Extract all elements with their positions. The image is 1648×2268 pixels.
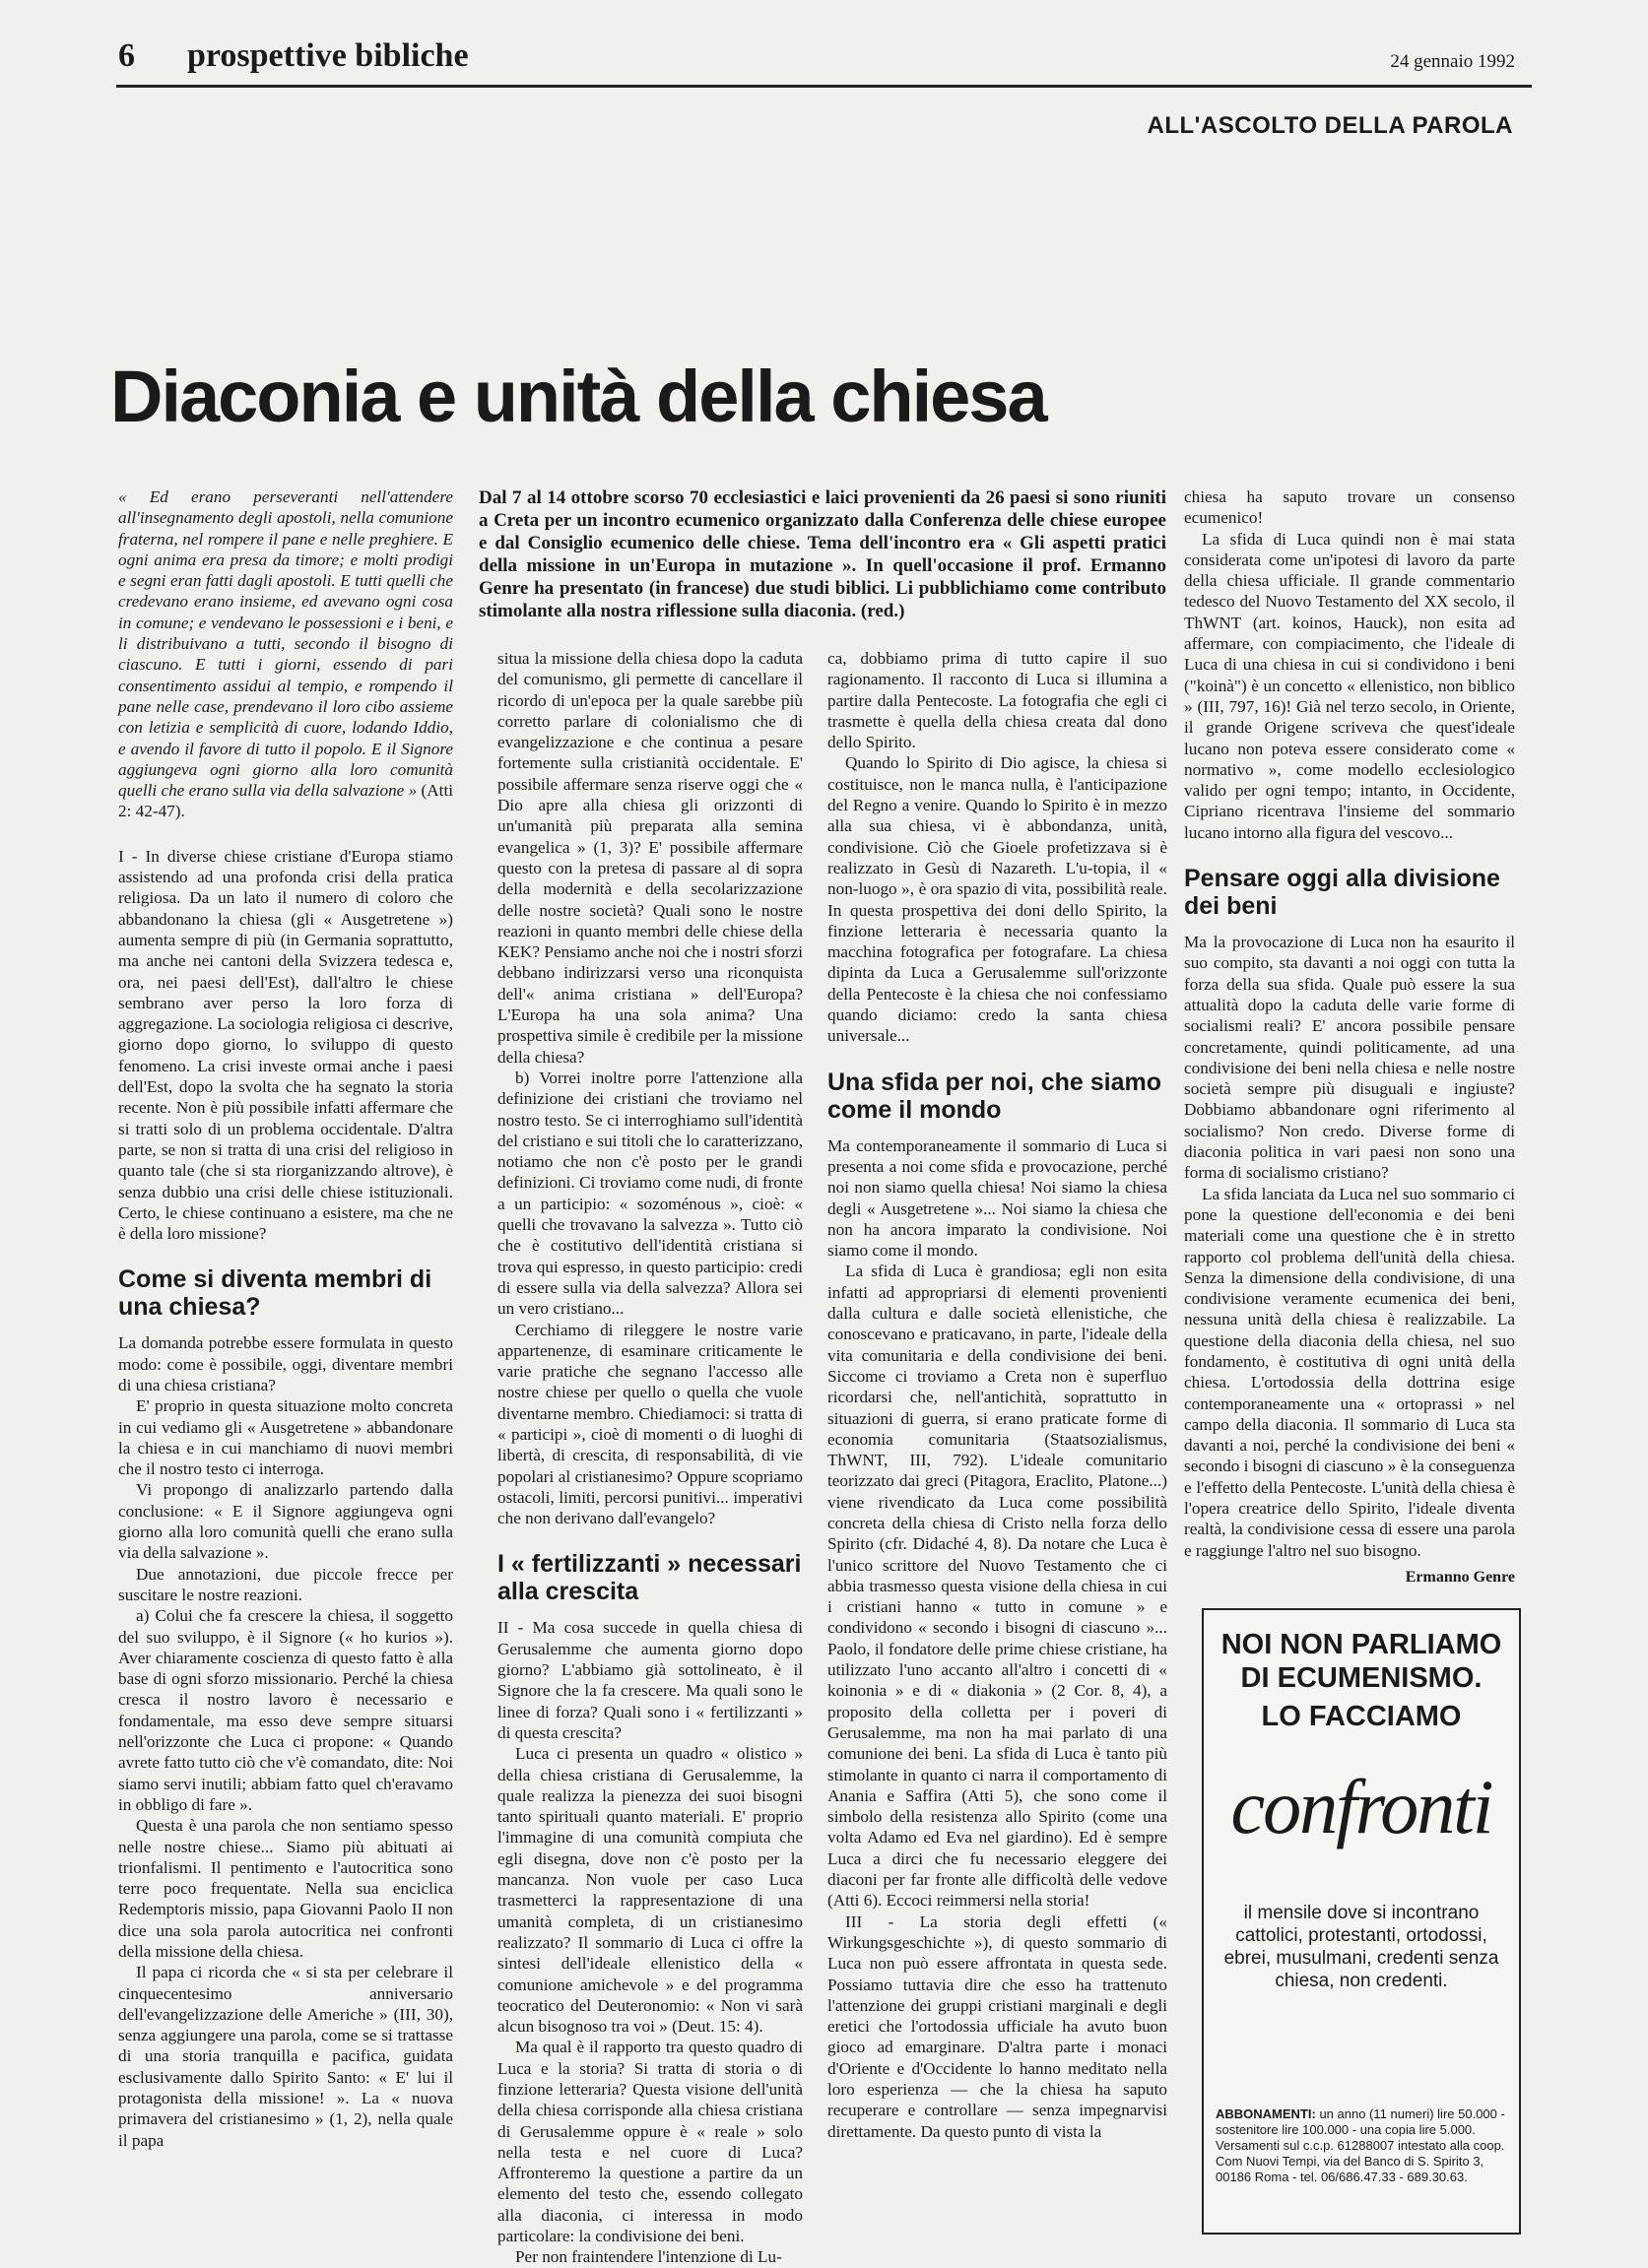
subheading: Pensare oggi alla divisione dei beni (1184, 865, 1500, 921)
subscription-text: un anno (11 numeri) lire 50.000 - sostenitore lire 100.000 - una copia lire 5.000. Versamenti sul c.c.p. 61288007 intestato alla coop. Com Nuovi Tempi, via del Banco di S. Spirito 3, 00186 Roma - tel. 06/686.47.33 - 689.30.63. (1216, 2106, 1505, 2184)
paragraph: Luca ci presenta un quadro « olistico » della chiesa cristiana di Gerusalemme, la quale realizza la pienezza dei suoi bisogni tanto spirituali quanto materiali. E' proprio l'immagine di una comunità compiuta che egli disegna, dove non c'è posto per la mancanza. Non vuole per caso Luca trasmetterci la rappresentazione di una umanità completa, di un cristianesimo realizzato? Il sommario di Luca ci offre la sintesi dell'ideale ellenistico della « comunione amichevole » e del programma teocratico del Deuteronomio: « Non vi sarà alcun bisognoso tra voi » (Deut. 15: 4). (497, 1744, 803, 2037)
paragraph: La sfida di Luca quindi non è mai stata considerata come un'ipotesi di lavoro da parte della chiesa ufficiale. Il grande commentario tedesco del Nuovo Testamento del XX secolo, il ThWNT (art. koinos, Hauck), non esita ad affermare, con compiacimento, che l'ideale di Luca di una chiesa in cui si condividono i beni ("koinà") è un concetto « ellenistico, non biblico » (III, 797, 16)! Già nel terzo secolo, in Oriente, il grande Origene scriveva che quest'ideale lucano non poteva essere considerato come « normativo », come modello ecclesiologico valido per ogni tempo; intanto, in Occidente, Cipriano ricentrava l'insieme del sommario lucano intorno alla figura del vescovo... (1184, 529, 1515, 842)
epigraph (118, 486, 453, 822)
confronti-logo: confronti (1230, 1764, 1492, 1849)
paragraph: La sfida lanciata da Luca nel suo sommario ci pone la questione dell'economia e dei beni materiali come una questione che è in stretto rapporto col problema dell'unità della chiesa. Senza la dimensione della condivisione, di una condivisione veramente ecumenica dei beni, nessuna unità della chiesa è realizzabile. La questione della diaconia della chiesa, nel suo fondamento, è costitutiva di ogni unità della chiesa. L'ortodossia della dottrina esige contemporaneamente una « ortoprassi » nel campo della diaconia. Il sommario di Luca sta davanti a noi, perché la condivisione dei beni « secondo i bisogni di ciascuno » è la conseguenza e l'effetto della Pentecoste. L'unità della chiesa è l'opera creatrice dello Spirito, l'ideale diventa realtà, la condivisione cessa di essere una parola e raggiunge l'altro nel suo bisogno. (1184, 1184, 1516, 1560)
page-number: 6 (118, 37, 135, 74)
subheading: Come si diventa membri di una chiesa? (118, 1265, 432, 1322)
column-1 (118, 486, 453, 2151)
paragraph: Il papa ci ricorda che « si sta per celebrare il cinquecentesimo anniversario dell'evangelizzazione delle Americhe » (III, 30), senza aggiungere una parola, come se si trattasse di una storia tranquilla e pacifica, guidata esclusivamente dallo Spirito Santo: « E' lui il protagonista della missione! ». La « nuova primavera del cristianesimo » (1, 2), nella quale il papa (118, 1963, 453, 2150)
ad-description: il mensile dove si incontrano cattolici, protestanti, ortodossi, ebrei, musulmani, credenti senza chiesa, non credenti. (1223, 1903, 1499, 1991)
column-3 (827, 648, 1167, 2142)
ad-subscription-info (1216, 2106, 1507, 2185)
paragraph: III - La storia degli effetti (« Wirkungsgeschichte »), di questo sommario di Luca non può essere affrontata in questa sede. Possiamo tuttavia dire che esso ha trattenuto l'attenzione dei gruppi cristiani marginali e degli eretici che l'ortodossia ufficiale ha avuto buon gioco ad emarginare. D'altra parte i monaci d'Oriente e d'Occidente lo hanno meditato nella loro esperienza — che la chiesa ha saputo recuperare e controllare — senza impegnarvisi direttamente. Da questo punto di vista la (827, 1912, 1167, 2141)
paragraph: La sfida di Luca è grandiosa; egli non esita infatti ad appropriarsi di elementi provenienti dalla cultura e dalle società ellenistiche, che conoscevano e praticavano, in parte, l'ideale della vita comunitaria e della condivisione dei beni. Siccome ci troviamo a Creta non è superfluo ricordarsi che, nell'antichità, soprattutto in situazioni di guerra, si erano praticate forme di economia comunitaria (Staatsozialismus, ThWNT, III, 792). L'ideale comunitario teorizzato dai greci (Pitagora, Eraclito, Platone...) viene rivendicato da Luca come possibilità concreta della chiesa di Cristo nella forza dello Spirito (cfr. Didaché 4, 8). Da notare che Luca è l'unico scrittore del Nuovo Testamento che ci abbia trasmesso questa visione della chiesa in cui i cristiani hanno « tutto in comune » e condividono « secondo i bisogni di ciascuno »... Paolo, il fondatore delle prime chiese cristiane, ha utilizzato l'uno accanto all'altro i concetti di « koinonia » e di « diakonia » (2 Cor. 8, 4), a proposito della colletta per i poveri di Gerusalemme, ma non ha mai parlato di una comunione dei beni. La sfida di Luca è tanto più stimolante in quanto ci narra il comportamento di Anania e Saffira (Atti 5), che sono come il simbolo della resistenza allo Spirito (come una volta Adamo ed Eva nel giardino). Ed è sempre Luca a dirci che fu necessario eleggere dei diaconi per far fronte alle difficoltà delle vedove (Atti 6). Eccoci reimmersi nella storia! (827, 1262, 1167, 1911)
paragraph: Ma qual è il rapporto tra questo quadro di Luca e la storia? Si tratta di storia o di finzione letteraria? Questa visione dell'unità della chiesa corrisponde alla chiesa cristiana di Gerusalemme oppure è « reale » solo nella testa e nel cuore di Luca? Affronteremo la questione a partire da un elemento del testo che, essendo collegato alla diaconia, ci interessa in modo particolare: la condivisione dei beni. (497, 2038, 803, 2246)
epigraph-text: « Ed erano perseveranti nell'attendere all'insegnamento degli apostoli, nella comunione fraterna, nel rompere il pane e nelle preghiere. E ogni anima era presa da timore; e molti prodigi e segni eran fatti dagli apostoli. E tutti quelli che credevano erano insieme, ed avevano ogni cosa in comune; e vendevano le possessioni e i beni, e li distribuivano a tutti, secondo il bisogno di ciascuno. E tutti i giorni, essendo di pari consentimento assidui al tempio, e rompendo il pane nelle case, prendevano il loro cibo assieme con letizia e semplicità di cuore, lodando Iddio, e avendo il favore di tutto il popolo. E il Signore aggiungeva ogni giorno alla loro comunità quelli che erano sulla via della salvazione » (118, 487, 453, 801)
paragraph: a) Colui che fa crescere la chiesa, il soggetto del suo sviluppo, è il Signore (« ho kurios »). Aver chiaramente coscienza di questo fatto è alla base di ogni sforzo missionario. Perché la chiesa cresca il nostro lavoro è necessario e fondamentale, ma esso deve sempre situarsi nell'orizzonte che Luca ci propone: « Quando avrete fatto tutto ciò che v'è comandato, dite: Noi siamo servi inutili; abbiam fatto quel ch'eravamo in obbligo di fare ». (118, 1606, 453, 1814)
paragraph: I - In diverse chiese cristiane d'Europa stiamo assistendo ad una profonda crisi della pratica religiosa. Da un lato il numero di coloro che abbandonano la chiesa (gli « Ausgetretene ») aumenta sempre di più (in Germania soprattutto, ma anche nei cantoni della Svizzera tedesca e, ora, nei paesi dell'Est), dall'altro le chiese sembrano aver perso la loro forza di aggregazione. La sociologia religiosa ci descrive, giorno dopo giorno, lo sviluppo di questo fenomeno. La crisi investe ormai anche i paesi dell'Est, dopo la svolta che ha segnato la storia recente. Non è più possibile infatti affermare che si tratti solo di un problema occidentale. D'altra parte, se non si tratta di una crisi del religioso in quanto tale (che si sta riorganizzando altrove), è senza dubbio una crisi delle chiese istituzionali. Certo, le chiese continuano a esistere, ma che ne è della loro missione? (118, 846, 453, 1244)
paragraph: ca, dobbiamo prima di tutto capire il suo ragionamento. Il racconto di Luca si illumina a partire dalla Pentecoste. La fotografia che egli ci trasmette è quella della chiesa creata dal dono dello Spirito. (827, 649, 1167, 752)
paragraph: chiesa ha saputo trovare un consenso ecumenico! (1184, 487, 1515, 528)
paragraph: La domanda potrebbe essere formulata in questo modo: come è possibile, oggi, diventare membri di una chiesa cristiana? (118, 1333, 453, 1394)
ad-headline: NOI NON PARLIAMO DI ECUMENISMO. (1220, 1629, 1502, 1694)
header-rule (116, 85, 1532, 88)
paragraph: Per non fraintendere l'intenzione di Lu- (515, 2247, 782, 2267)
issue-date: 24 gennaio 1992 (1390, 51, 1515, 72)
paragraph: Questa è una parola che non sentiamo spesso nelle nostre chiese... Siamo più abituati ai trionfalismi. Il pentimento e l'autocritica sono terre poco frequentate. Nella sua enciclica Redemptoris missio, papa Giovanni Paolo II non dice una sola parola autocritica nei confronti della missione della chiesa. (118, 1816, 453, 1961)
column-4 (1184, 486, 1515, 1588)
author-byline: Ermanno Genre (1405, 1568, 1515, 1586)
paragraph: Quando lo Spirito di Dio agisce, la chiesa si costituisce, non le manca nulla, è l'anticipazione del Regno a venire. Quando lo Spirito è in mezzo alla sua chiesa, vi è abbondanza, unità, condivisione. Ciò che Gioele profetizzava si è realizzato in Gesù di Nazareth. L'u-topia, il « non-luogo », è ora spazio di vita, possibilità reale. In questa prospettiva dei doni dello Spirito, la finzione letteraria è necessaria quanto la macchina fotografica per fotografare. La chiesa dipinta da Luca a Gerusalemme sull'orizzonte della Pentecoste è la chiesa che noi confessiamo quando diciamo: credo la santa chiesa universale... (827, 753, 1167, 1046)
article-headline: Diaconia e unità della chiesa (110, 356, 1046, 437)
epigraph-reference: (Atti 2: 42-47). (118, 781, 453, 821)
paragraph: Ma contemporaneamente il sommario di Luca si presenta a noi come sfida e provocazione, perché noi non siamo quella chiesa! Noi siamo la chiesa degli « Ausgetretene »... Noi siamo la chiesa che non ha ancora imparato la condivisione. Noi siamo come il mondo. (827, 1135, 1167, 1261)
column-2 (497, 648, 803, 2268)
article-intro: Dal 7 al 14 ottobre scorso 70 ecclesiastici e laici provenienti da 26 paesi si sono riuniti a Creta per un incontro ecumenico organizzato dalla Conferenza delle chiese europee e dal Consiglio ecumenico delle chiese. Tema dell'incontro era « Gli aspetti pratici della missione in un'Europa in mutazione ». In quell'occasione il prof. Ermanno Genre ha presentato (in francese) due studi biblici. Li pubblichiamo come contributo stimolante alla nostra riflessione sulla diaconia. (red.) (479, 487, 1166, 621)
paragraph: Due annotazioni, due piccole frecce per suscitare le nostre reazioni. (118, 1564, 453, 1604)
paragraph: II - Ma cosa succede in quella chiesa di Gerusalemme che aumenta giorno dopo giorno? L'abbiamo già sottolineato, è il Signore che la fa crescere. Ma quali sono le linee di forza? Quali sono i « fertilizzanti » di questa crescita? (497, 1618, 803, 1742)
subheading: Una sfida per noi, che siamo come il mondo (827, 1068, 1161, 1124)
subscription-label: ABBONAMENTI: (1216, 2106, 1316, 2121)
paragraph: Ma la provocazione di Luca non ha esaurito il suo compito, sta davanti a noi oggi con tutta la forza della sua sfida. Quale può essere la sua attualità dopo la caduta delle varie forme di socialismi reali? E' ancora possibile pensare concretamente, quindi politicamente, ad una condivisione dei beni nella chiesa e nelle nostre società sempre più disuguali e ingiuste? Dobbiamo abbandonare ogni riferimento al socialismo? Non credo. Diverse forme di diaconia politica in vari paesi non sono una forma di socialismo cristiano? (1184, 933, 1515, 1183)
paragraph: situa la missione della chiesa dopo la caduta del comunismo, gli permette di cancellare il ricordo di un'epoca per la quale sarebbe più corretto parlare di colonialismo che di evangelizzazione e che continua a pesare fortemente sulla cristianità occidentale. E' possibile affermare senza riserve oggi che « Dio apre alla chiesa gli orizzonti di un'umanità più preparata alla semina evangelica » (1, 3)? E' possibile affermare questo con la pretesa di passare al di sopra della modernità e della secolarizzazione delle nostre società? Quali sono le nostre reazioni in quanto membri delle chiese della KEK? Pensiamo anche noi che i nostri sforzi debbano indirizzarsi verso una riconquista dell'« anima cristiana » dell'Europa? L'Europa ha una sola anima? Una prospettiva simile è credibile per la missione della chiesa? (497, 649, 803, 1067)
paragraph: Vi propongo di analizzarlo partendo dalla conclusione: « E il Signore aggiungeva ogni giorno alla loro comunità quelli che erano sulla via della salvazione ». (118, 1480, 453, 1563)
paragraph: E' proprio in questa situazione molto concreta in cui vediamo gli « Ausgetretene » abbandonare la chiesa e in cui manchiamo di nuovi membri che il nostro testo ci interroga. (118, 1396, 453, 1479)
section-label: ALL'ASCOLTO DELLA PAROLA (1147, 112, 1513, 139)
subheading: I « fertilizzanti » necessari alla crescita (497, 1550, 802, 1606)
advertisement-box (1202, 1608, 1521, 2235)
publication-title: prospettive bibliche (187, 37, 469, 74)
paragraph: Cerchiamo di rileggere le nostre varie appartenenze, di esaminare criticamente le varie pratiche che segnano l'accesso alle nostre chiese per quello o quella che vuole diventarne membro. Chiediamoci: si tratta di « participi », cioè di momenti o di luoghi di libertà, di crescita, di responsabilità, di vie popolari al cristianesimo? Oppure scopriamo ostacoli, limiti, percorsi punitivi... imperativi che non derivano dall'evangelo? (497, 1320, 803, 1528)
paragraph: b) Vorrei inoltre porre l'attenzione alla definizione dei cristiani che troviamo nel nostro testo. Se ci interroghiamo sull'identità del cristiano e sui titoli che lo caratterizzano, notiamo che non c'è posto per le grandi definizioni. Ci troviamo come nudi, di fronte a un participio: « sozoménous », cioè: « quelli che trovavano la salvezza ». Tutto ciò che è costitutivo dell'identità cristiana si trova qui espresso, in questo participio: credi di essere sulla via della salvezza? Allora sei un vero cristiano... (497, 1068, 803, 1319)
ad-subheadline: LO FACCIAMO (1261, 1701, 1462, 1732)
